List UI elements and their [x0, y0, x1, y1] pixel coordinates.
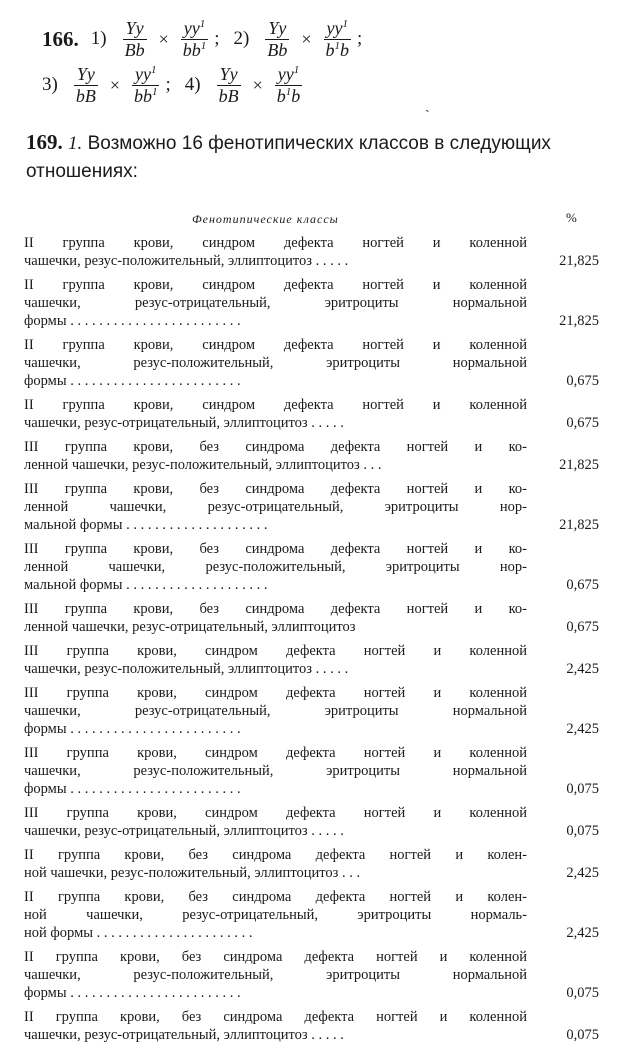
- column-header-percent: %: [566, 210, 577, 225]
- phenotype-line: II группа крови, без синдрома дефекта ногтей и колен-: [24, 847, 527, 863]
- table-row: [24, 396, 599, 432]
- phenotype-line: ной чашечки, резус-положительный, эллиптоцитоз . . .: [24, 865, 361, 881]
- percent-value: 2,425: [566, 721, 599, 737]
- phenotype-line: II группа крови, синдром дефекта ногтей и коленной: [24, 397, 527, 413]
- table-row: [24, 1008, 599, 1044]
- separator: ;: [165, 74, 171, 95]
- table-row: [24, 480, 599, 534]
- percent-value: 2,425: [566, 865, 599, 881]
- phenotype-line: формы . . . . . . . . . . . . . . . . . . . . . . . .: [24, 313, 241, 329]
- separator: ;: [214, 28, 220, 49]
- phenotype-line: III группа крови, синдром дефекта ногтей и коленной: [24, 805, 527, 821]
- phenotype-line: ленной чашечки, резус-отрицательный, эллиптоцитоз: [24, 619, 356, 635]
- phenotype-line: чашечки, резус-отрицательный, эритроциты нормальной: [24, 295, 527, 311]
- phenotype-line: II группа крови, без синдрома дефекта ногтей и колен-: [24, 889, 527, 905]
- phenotype-class: [24, 948, 527, 1002]
- percent-value: 0,675: [566, 415, 599, 431]
- fraction: $\frac{Yy}{bB}$: [218, 63, 239, 106]
- percent-value: 0,075: [566, 781, 599, 797]
- fraction: $\frac{Yy}{bB}$: [75, 63, 96, 106]
- phenotype-line: формы . . . . . . . . . . . . . . . . . . . . . . . .: [24, 373, 241, 389]
- phenotype-line: чашечки, резус-положительный, эритроциты нормальной: [24, 763, 527, 779]
- times-sign: ×: [301, 28, 312, 49]
- separator: ;: [357, 28, 363, 49]
- fraction: $\frac{yy^1}{b^1b}$: [276, 63, 301, 106]
- table-row: [24, 642, 599, 678]
- phenotype-class: [24, 684, 527, 738]
- phenotype-line: ленной чашечки, резус-положительный, эллиптоцитоз . . .: [24, 457, 382, 473]
- table-row: [24, 684, 599, 738]
- percent-value: 0,675: [566, 619, 599, 635]
- item-label: 1): [90, 28, 107, 49]
- percent-value: 0,675: [566, 373, 599, 389]
- phenotype-class: [24, 438, 527, 474]
- phenotype-class: [24, 744, 527, 798]
- table-row: [24, 804, 599, 840]
- phenotype-class: [24, 846, 527, 882]
- phenotype-class: [24, 276, 527, 330]
- phenotype-class: [24, 540, 527, 594]
- phenotype-line: II группа крови, синдром дефекта ногтей и коленной: [24, 277, 527, 293]
- percent-value: 21,825: [559, 253, 599, 269]
- table-row: [24, 846, 599, 882]
- phenotype-line: чашечки, резус-отрицательный, эритроциты нормальной: [24, 703, 527, 719]
- phenotype-line: III группа крови, без синдрома дефекта ногтей и ко-: [24, 541, 527, 557]
- phenotype-line: II группа крови, без синдрома дефекта ногтей и коленной: [24, 949, 527, 965]
- times-sign: ×: [252, 74, 263, 95]
- fraction: $\frac{yy^1}{bb^1}$: [182, 17, 207, 60]
- problem-number: 169.: [26, 130, 63, 154]
- fraction: $\frac{Yy}{Bb}$: [267, 17, 288, 60]
- phenotype-line: III группа крови, без синдрома дефекта ногтей и ко-: [24, 601, 527, 617]
- phenotype-line: III группа крови, синдром дефекта ногтей и коленной: [24, 745, 527, 761]
- percent-value: 21,825: [559, 313, 599, 329]
- phenotype-class: [24, 234, 527, 270]
- phenotype-line: II группа крови, без синдрома дефекта ногтей и коленной: [24, 1009, 527, 1025]
- phenotype-line: мальной формы . . . . . . . . . . . . . . . . . . . .: [24, 577, 268, 593]
- table-row: [24, 540, 599, 594]
- phenotype-class: [24, 336, 527, 390]
- phenotype-line: ной чашечки, резус-отрицательный, эритроциты нормаль-: [24, 907, 527, 923]
- table-row: [24, 234, 599, 270]
- percent-value: 0,075: [566, 1027, 599, 1043]
- phenotype-line: чашечки, резус-отрицательный, эллиптоцитоз . . . . .: [24, 415, 344, 431]
- phenotype-line: III группа крови, без синдрома дефекта ногтей и ко-: [24, 439, 527, 455]
- stray-print-mark: ˎ: [425, 98, 430, 113]
- percent-value: 2,425: [566, 661, 599, 677]
- times-sign: ×: [109, 74, 120, 95]
- table-row: [24, 948, 599, 1002]
- percent-value: 21,825: [559, 517, 599, 533]
- percent-value: 0,075: [566, 985, 599, 1001]
- phenotype-line: формы . . . . . . . . . . . . . . . . . . . . . . . .: [24, 985, 241, 1001]
- phenotype-class: [24, 396, 527, 432]
- phenotype-class: [24, 480, 527, 534]
- phenotype-line: чашечки, резус-отрицательный, эллиптоцитоз . . . . .: [24, 1027, 344, 1043]
- problem-number: 166.: [42, 26, 79, 51]
- phenotype-line: формы . . . . . . . . . . . . . . . . . . . . . . . .: [24, 781, 241, 797]
- phenotype-class: [24, 888, 527, 942]
- percent-value: 2,425: [566, 925, 599, 941]
- problem-166-row-2: [42, 60, 306, 110]
- times-sign: ×: [158, 28, 169, 49]
- table-row: [24, 336, 599, 390]
- phenotype-table: [24, 234, 599, 1050]
- fraction: $\frac{yy^1}{b^1b}$: [325, 17, 349, 60]
- percent-value: 21,825: [559, 457, 599, 473]
- phenotype-line: III группа крови, синдром дефекта ногтей и коленной: [24, 643, 527, 659]
- phenotype-line: чашечки, резус-положительный, эритроциты нормальной: [24, 355, 527, 371]
- item-label: 2): [233, 28, 250, 49]
- table-row: [24, 600, 599, 636]
- phenotype-class: [24, 642, 527, 678]
- phenotype-class: [24, 1008, 527, 1044]
- phenotype-line: III группа крови, без синдрома дефекта ногтей и ко-: [24, 481, 527, 497]
- phenotype-class: [24, 804, 527, 840]
- table-row: [24, 438, 599, 474]
- phenotype-line: мальной формы . . . . . . . . . . . . . . . . . . . .: [24, 517, 268, 533]
- table-row: [24, 744, 599, 798]
- phenotype-line: ной формы . . . . . . . . . . . . . . . . . . . . . .: [24, 925, 253, 941]
- problem-169-text: [26, 128, 586, 186]
- phenotype-line: чашечки, резус-положительный, эритроциты нормальной: [24, 967, 527, 983]
- problem-statement: Возможно 16 фенотипических классов в следующих отношениях:: [26, 133, 551, 182]
- phenotype-line: III группа крови, синдром дефекта ногтей и коленной: [24, 685, 527, 701]
- phenotype-line: чашечки, резус-положительный, эллиптоцитоз . . . . .: [24, 661, 349, 677]
- item-label: 3): [42, 74, 58, 95]
- phenotype-line: ленной чашечки, резус-положительный, эритроциты нор-: [24, 559, 527, 575]
- fraction: $\frac{yy^1}{bb^1}$: [133, 63, 158, 106]
- phenotype-line: чашечки, резус-положительный, эллиптоцитоз . . . . .: [24, 253, 349, 269]
- percent-value: 0,675: [566, 577, 599, 593]
- phenotype-line: II группа крови, синдром дефекта ногтей и коленной: [24, 235, 527, 251]
- phenotype-line: II группа крови, синдром дефекта ногтей и коленной: [24, 337, 527, 353]
- phenotype-class: [24, 600, 527, 636]
- phenotype-line: чашечки, резус-отрицательный, эллиптоцитоз . . . . .: [24, 823, 344, 839]
- phenotype-line: формы . . . . . . . . . . . . . . . . . . . . . . . .: [24, 721, 241, 737]
- phenotype-line: ленной чашечки, резус-отрицательный, эритроциты нор-: [24, 499, 527, 515]
- table-row: [24, 276, 599, 330]
- percent-value: 0,075: [566, 823, 599, 839]
- item-number: 1.: [68, 133, 83, 154]
- item-label: 4): [184, 74, 201, 95]
- problem-166-row-1: [42, 14, 376, 64]
- table-row: [24, 888, 599, 942]
- column-header-classes: Фенотипические классы: [192, 212, 339, 226]
- fraction: $\frac{Yy}{Bb}$: [124, 17, 145, 60]
